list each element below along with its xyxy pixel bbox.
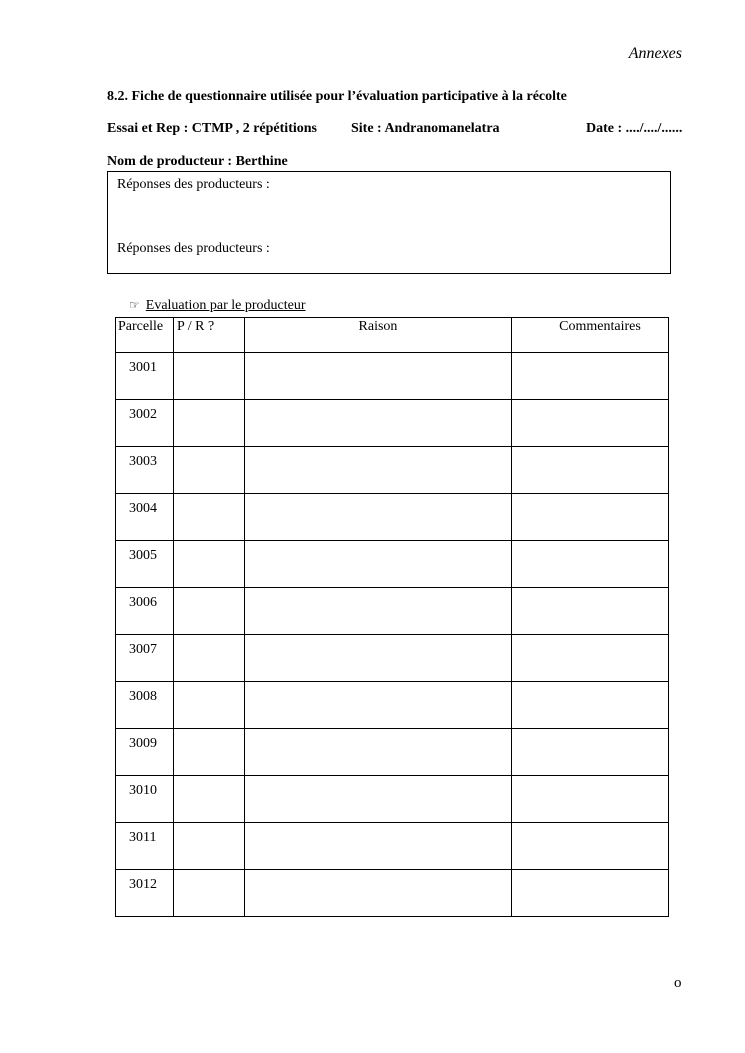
commentaires-cell[interactable] (512, 635, 669, 682)
pr-cell[interactable] (174, 635, 245, 682)
parcel-cell: 3012 (116, 870, 174, 917)
pr-cell[interactable] (174, 682, 245, 729)
parcel-cell: 3005 (116, 541, 174, 588)
table-row (116, 776, 669, 823)
table-row (116, 682, 669, 729)
running-head: Annexes (628, 45, 682, 62)
commentaires-cell[interactable] (512, 870, 669, 917)
pr-cell[interactable] (174, 353, 245, 400)
site-label: Site : Andranomanelatra (351, 121, 500, 136)
parcel-cell: 3011 (116, 823, 174, 870)
table-row (116, 635, 669, 682)
table-row (116, 541, 669, 588)
raison-cell[interactable] (245, 400, 512, 447)
pr-cell[interactable] (174, 494, 245, 541)
table-row (116, 588, 669, 635)
table-row (116, 400, 669, 447)
commentaires-cell[interactable] (512, 682, 669, 729)
responses-label: Réponses des producteurs : (117, 177, 270, 192)
evaluation-table (115, 317, 669, 917)
parcel-cell: 3007 (116, 635, 174, 682)
raison-cell[interactable] (245, 635, 512, 682)
parcel-cell: 3006 (116, 588, 174, 635)
commentaires-cell[interactable] (512, 588, 669, 635)
section-title: 8.2. Fiche de questionnaire utilisée pour l’évaluation participative à la récolte (107, 89, 567, 104)
commentaires-cell[interactable] (512, 400, 669, 447)
commentaires-cell[interactable] (512, 494, 669, 541)
commentaires-cell[interactable] (512, 541, 669, 588)
column-header-raison: Raison (245, 318, 512, 353)
table-row (116, 823, 669, 870)
producer-name: Nom de producteur : Berthine (107, 154, 288, 169)
commentaires-cell[interactable] (512, 353, 669, 400)
parcel-cell: 3008 (116, 682, 174, 729)
column-header-commentaires: Commentaires (512, 318, 669, 353)
pointing-hand-icon: ☞ (129, 298, 140, 312)
table-row (116, 870, 669, 917)
pr-cell[interactable] (174, 400, 245, 447)
raison-cell[interactable] (245, 682, 512, 729)
evaluation-heading-text: Evaluation par le producteur (145, 298, 306, 313)
parcel-cell: 3001 (116, 353, 174, 400)
parcel-cell: 3009 (116, 729, 174, 776)
table-row (116, 494, 669, 541)
commentaires-cell[interactable] (512, 823, 669, 870)
column-header-parcelle: Parcelle (116, 318, 174, 353)
raison-cell[interactable] (245, 447, 512, 494)
responses-box (107, 171, 671, 274)
pr-cell[interactable] (174, 541, 245, 588)
pr-cell[interactable] (174, 870, 245, 917)
evaluation-heading (129, 298, 306, 314)
parcel-cell: 3003 (116, 447, 174, 494)
column-header-pr: P / R ? (174, 318, 245, 353)
table-header-row (116, 318, 669, 353)
commentaires-cell[interactable] (512, 447, 669, 494)
pr-cell[interactable] (174, 823, 245, 870)
pr-cell[interactable] (174, 729, 245, 776)
parcel-cell: 3002 (116, 400, 174, 447)
parcel-cell: 3010 (116, 776, 174, 823)
essai-rep-label: Essai et Rep : CTMP , 2 répétitions (107, 121, 317, 136)
table-row (116, 729, 669, 776)
raison-cell[interactable] (245, 729, 512, 776)
parcel-cell: 3004 (116, 494, 174, 541)
raison-cell[interactable] (245, 588, 512, 635)
responses-label: Réponses des producteurs : (117, 241, 270, 256)
raison-cell[interactable] (245, 870, 512, 917)
commentaires-cell[interactable] (512, 729, 669, 776)
commentaires-cell[interactable] (512, 776, 669, 823)
raison-cell[interactable] (245, 823, 512, 870)
raison-cell[interactable] (245, 353, 512, 400)
raison-cell[interactable] (245, 776, 512, 823)
page-number: o (674, 975, 682, 991)
table-row (116, 353, 669, 400)
raison-cell[interactable] (245, 541, 512, 588)
pr-cell[interactable] (174, 776, 245, 823)
raison-cell[interactable] (245, 494, 512, 541)
pr-cell[interactable] (174, 588, 245, 635)
pr-cell[interactable] (174, 447, 245, 494)
date-field: Date : ..../..../...... (586, 121, 683, 136)
table-row (116, 447, 669, 494)
